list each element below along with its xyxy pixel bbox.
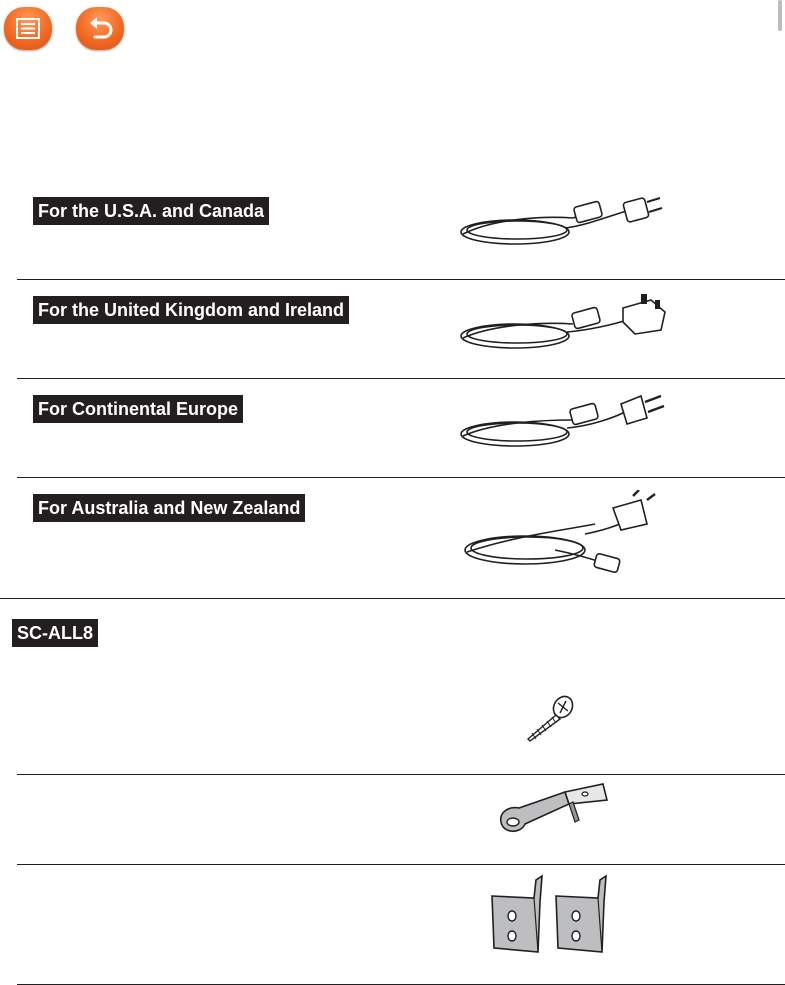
- power-cord-uk-plug-icon: [455, 290, 670, 355]
- scrollbar[interactable]: [778, 0, 782, 31]
- region-label-australia-new-zealand: For Australia and New Zealand: [33, 494, 305, 522]
- power-cord-us-plug-icon: [455, 188, 670, 250]
- region-label-uk-ireland: For the United Kingdom and Ireland: [33, 296, 349, 324]
- model-label: SC-ALL8: [12, 619, 98, 647]
- power-cord-eu-plug-icon: [455, 388, 670, 453]
- power-cord-au-plug-icon: [455, 490, 670, 575]
- row-divider: [17, 864, 785, 865]
- row-divider: [17, 378, 785, 379]
- menu-button[interactable]: [4, 7, 52, 50]
- section-divider: [0, 598, 785, 599]
- region-label-continental-europe: For Continental Europe: [33, 395, 243, 423]
- row-divider: [17, 477, 785, 478]
- back-button[interactable]: [76, 7, 124, 50]
- region-label-usa-canada: For the U.S.A. and Canada: [33, 197, 269, 225]
- return-arrow-icon: [76, 7, 124, 50]
- screw-icon: [518, 693, 578, 745]
- wall-brackets-pair-icon: [484, 872, 620, 956]
- menu-list-icon: [4, 7, 52, 50]
- row-divider: [17, 279, 785, 280]
- row-divider: [17, 774, 785, 775]
- mounting-bracket-icon: [495, 782, 615, 840]
